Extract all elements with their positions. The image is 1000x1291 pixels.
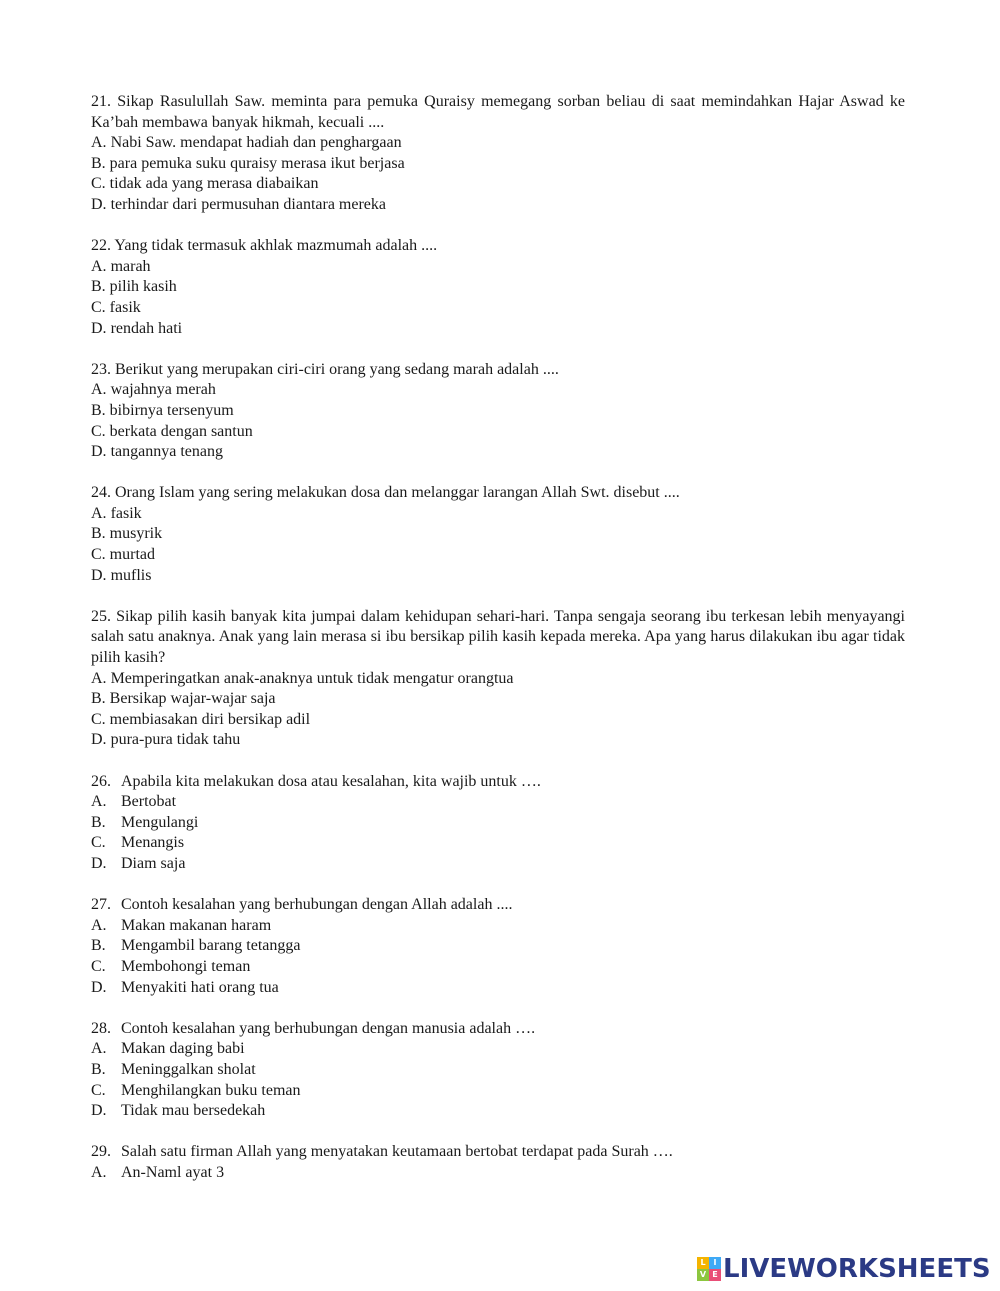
question-23 — [91, 360, 905, 463]
question-text: Contoh kesalahan yang berhubungan dengan manusia adalah …. — [121, 1019, 536, 1037]
option-c[interactable] — [91, 174, 905, 195]
option-text: fasik — [110, 504, 142, 522]
option-a[interactable] — [91, 133, 905, 154]
option-text: Menangis — [121, 834, 185, 852]
option-d[interactable] — [91, 566, 905, 587]
option-letter: C. — [91, 1081, 106, 1099]
option-b[interactable] — [91, 813, 905, 834]
option-letter: A. — [91, 504, 107, 522]
logo-tile-v: V — [697, 1269, 709, 1281]
option-text: para pemuka suku quraisy merasa ikut berjasa — [109, 154, 405, 172]
option-text: terhindar dari permusuhan diantara mereka — [110, 195, 386, 213]
option-letter: D. — [91, 195, 107, 213]
liveworksheets-logo-icon — [697, 1257, 721, 1281]
option-b[interactable] — [91, 936, 905, 957]
option-d[interactable] — [91, 195, 905, 216]
option-d[interactable] — [91, 730, 905, 751]
option-b[interactable] — [91, 689, 905, 710]
question-number: 28. — [91, 1019, 111, 1037]
option-letter: C. — [91, 175, 106, 193]
option-letter: C. — [91, 422, 106, 440]
option-letter: B. — [91, 278, 106, 296]
question-text: Apabila kita melakukan dosa atau kesalahan, kita wajib untuk …. — [121, 772, 541, 790]
option-letter: A. — [91, 669, 107, 687]
question-number: 27. — [91, 896, 111, 914]
option-letter: D. — [91, 854, 107, 872]
option-letter: C. — [91, 298, 106, 316]
option-letter: C. — [91, 957, 106, 975]
option-c[interactable] — [91, 710, 905, 731]
option-c[interactable] — [91, 1081, 905, 1102]
option-letter: B. — [91, 154, 106, 172]
question-26 — [91, 772, 905, 875]
option-letter: B. — [91, 937, 106, 955]
option-text: fasik — [109, 298, 141, 316]
option-text: Menghilangkan buku teman — [121, 1081, 301, 1099]
question-stem: 25. Sikap pilih kasih banyak kita jumpai dalam kehidupan sehari-hari. Tanpa sengaja seorang ibu terkesan lebih menyayangi salah satu anaknya. Anak yang lain merasa si ibu bersikap pilih kasih kepada mereka. Apa yang harus dilakukan ibu agar tidak pilih kasih? — [91, 607, 905, 667]
option-text: Menyakiti hati orang tua — [121, 978, 279, 996]
option-d[interactable] — [91, 1101, 905, 1122]
option-text: wajahnya merah — [110, 381, 216, 399]
option-d[interactable] — [91, 978, 905, 999]
option-letter: C. — [91, 710, 106, 728]
option-letter: D. — [91, 978, 107, 996]
option-c[interactable] — [91, 957, 905, 978]
question-stem: 22. Yang tidak termasuk akhlak mazmumah adalah .... — [91, 237, 438, 255]
option-text: Tidak mau bersedekah — [121, 1102, 266, 1120]
option-text: Nabi Saw. mendapat hadiah dan penghargaan — [110, 134, 402, 152]
option-letter: A. — [91, 916, 107, 934]
option-letter: D. — [91, 566, 107, 584]
option-letter: B. — [91, 525, 106, 543]
option-letter: A. — [91, 257, 107, 275]
option-text: Makan makanan haram — [121, 916, 272, 934]
question-stem: 23. Berikut yang merupakan ciri-ciri orang yang sedang marah adalah .... — [91, 360, 559, 378]
liveworksheets-wordmark: LIVEWORKSHEETS — [723, 1254, 991, 1284]
option-b[interactable] — [91, 1060, 905, 1081]
logo-tile-i: I — [709, 1257, 721, 1269]
question-list — [91, 92, 905, 1204]
option-text: pilih kasih — [109, 278, 177, 296]
option-a[interactable] — [91, 380, 905, 401]
option-b[interactable] — [91, 401, 905, 422]
option-text: Memperingatkan anak-anaknya untuk tidak mengatur orangtua — [110, 669, 514, 687]
option-letter: A. — [91, 134, 107, 152]
option-b[interactable] — [91, 154, 905, 175]
option-letter: A. — [91, 381, 107, 399]
question-21 — [91, 92, 905, 216]
option-letter: B. — [91, 690, 106, 708]
option-text: murtad — [109, 546, 155, 564]
question-stem — [91, 1019, 905, 1040]
option-text: bibirnya tersenyum — [109, 401, 234, 419]
option-letter: D. — [91, 1102, 107, 1120]
option-text: Diam saja — [121, 854, 186, 872]
option-d[interactable] — [91, 854, 905, 875]
question-29 — [91, 1142, 905, 1183]
option-c[interactable] — [91, 545, 905, 566]
question-number: 26. — [91, 772, 111, 790]
question-27 — [91, 895, 905, 998]
question-stem — [91, 1142, 905, 1163]
option-text: Bersikap wajar-wajar saja — [109, 690, 276, 708]
option-d[interactable] — [91, 442, 905, 463]
option-letter: A. — [91, 1040, 107, 1058]
option-a[interactable] — [91, 1039, 905, 1060]
option-a[interactable] — [91, 1163, 905, 1184]
question-22 — [91, 236, 905, 339]
option-text: tangannya tenang — [110, 443, 223, 461]
option-text: berkata dengan santun — [109, 422, 253, 440]
question-stem — [91, 772, 905, 793]
option-text: tidak ada yang merasa diabaikan — [109, 175, 319, 193]
option-text: Membohongi teman — [121, 957, 251, 975]
question-number: 29. — [91, 1143, 111, 1161]
option-letter: D. — [91, 443, 107, 461]
logo-tile-l: L — [697, 1257, 709, 1269]
option-a[interactable] — [91, 669, 905, 690]
option-text: pura-pura tidak tahu — [110, 731, 241, 749]
option-text: muflis — [110, 566, 152, 584]
option-text: musyrik — [109, 525, 163, 543]
option-letter: C. — [91, 834, 106, 852]
question-stem: 21. Sikap Rasulullah Saw. meminta para pemuka Quraisy memegang sorban beliau di saat memindahkan Hajar Aswad ke Ka’bah membawa banyak hikmah, kecuali .... — [91, 93, 905, 131]
option-text: Makan daging babi — [121, 1040, 245, 1058]
option-letter: D. — [91, 319, 107, 337]
question-24 — [91, 483, 905, 586]
option-letter: C. — [91, 546, 106, 564]
option-text: Mengulangi — [121, 813, 199, 831]
option-c[interactable] — [91, 833, 905, 854]
option-b[interactable] — [91, 277, 905, 298]
option-a[interactable] — [91, 792, 905, 813]
liveworksheets-logo — [697, 1254, 991, 1284]
question-28 — [91, 1019, 905, 1122]
option-letter: B. — [91, 401, 106, 419]
option-d[interactable] — [91, 319, 905, 340]
option-c[interactable] — [91, 298, 905, 319]
question-25 — [91, 607, 905, 751]
logo-tile-e: E — [709, 1269, 721, 1281]
option-text: Meninggalkan sholat — [121, 1060, 256, 1078]
option-b[interactable] — [91, 524, 905, 545]
option-letter: A. — [91, 793, 107, 811]
question-stem: 24. Orang Islam yang sering melakukan dosa dan melanggar larangan Allah Swt. disebut .... — [91, 484, 680, 502]
question-stem — [91, 895, 905, 916]
option-text: marah — [110, 257, 151, 275]
option-a[interactable] — [91, 257, 905, 278]
question-text: Contoh kesalahan yang berhubungan dengan Allah adalah .... — [121, 896, 513, 914]
option-a[interactable] — [91, 916, 905, 937]
option-a[interactable] — [91, 504, 905, 525]
option-text: An-Naml ayat 3 — [121, 1163, 225, 1181]
option-letter: D. — [91, 731, 107, 749]
option-letter: B. — [91, 813, 106, 831]
option-text: Bertobat — [121, 793, 177, 811]
option-text: Mengambil barang tetangga — [121, 937, 301, 955]
option-text: rendah hati — [110, 319, 183, 337]
option-letter: A. — [91, 1163, 107, 1181]
option-c[interactable] — [91, 422, 905, 443]
option-text: membiasakan diri bersikap adil — [109, 710, 311, 728]
question-text: Salah satu firman Allah yang menyatakan keutamaan bertobat terdapat pada Surah …. — [121, 1143, 673, 1161]
option-letter: B. — [91, 1060, 106, 1078]
